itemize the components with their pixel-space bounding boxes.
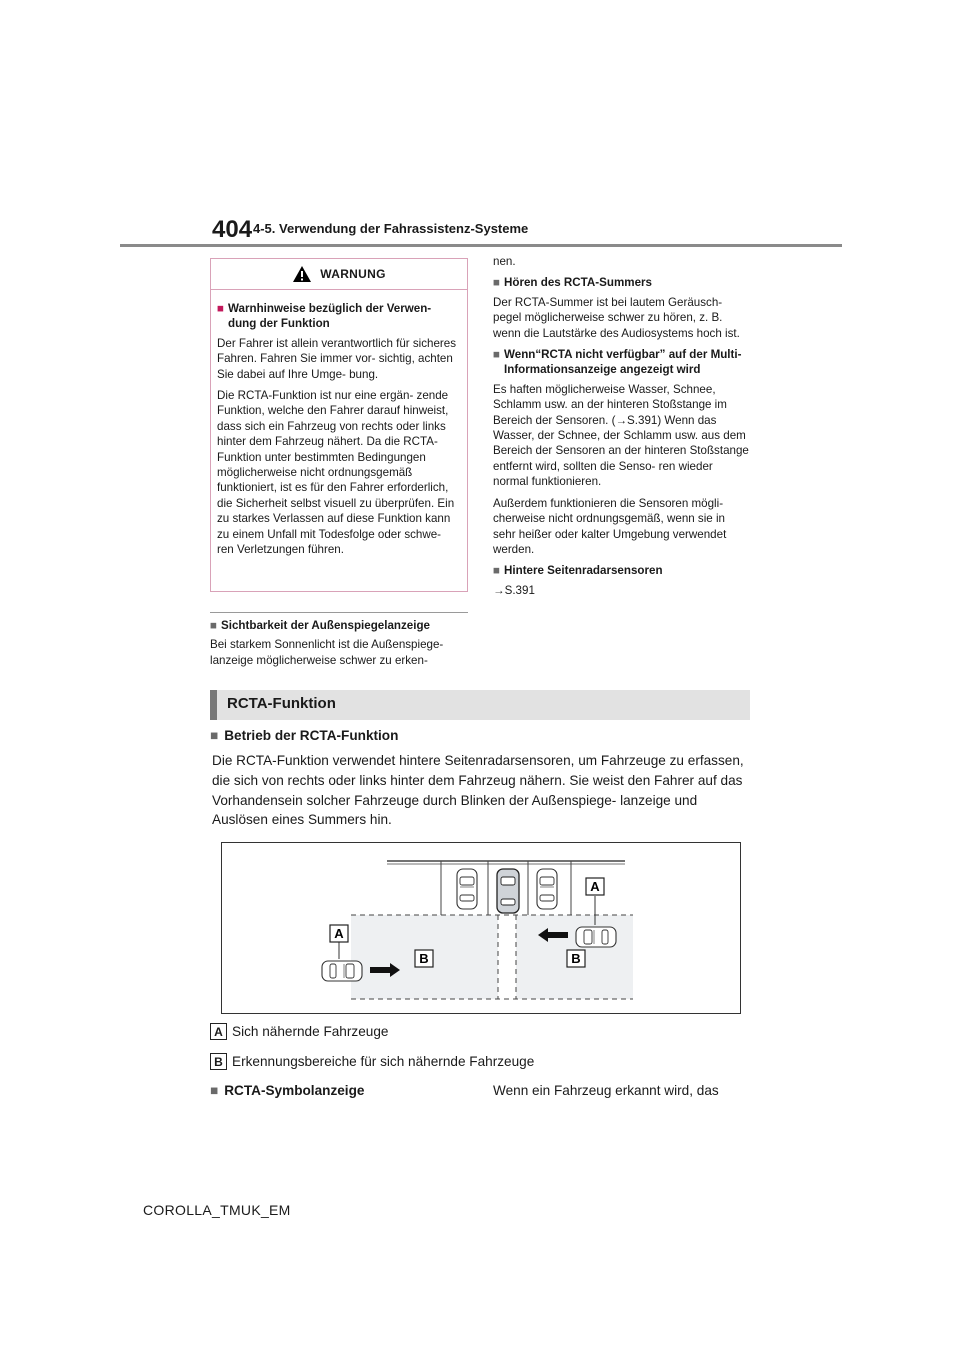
warning-label: WARNUNG bbox=[320, 267, 386, 281]
section-title: 4-5. Verwendung der Fahrassistenz-Systeme bbox=[253, 221, 529, 236]
approaching-car-right bbox=[576, 927, 616, 947]
square-bullet-icon: ■ bbox=[493, 348, 501, 362]
approaching-car-left bbox=[322, 961, 362, 981]
warning-body bbox=[211, 290, 467, 558]
legend-text-a: Sich nähernde Fahrzeuge bbox=[232, 1024, 389, 1039]
label-a-left bbox=[330, 925, 348, 942]
rcta-diagram bbox=[221, 842, 741, 1014]
symbol-display-heading: ■ RCTA-Symbolanzeige bbox=[210, 1083, 365, 1098]
sensor-temperature-text: Außerdem funktionieren die Sensoren mögli- cherweise nicht ordnungsgemäß, wenn sie in sehr heißer oder kalter Umgebung verwendet werden. bbox=[493, 496, 727, 556]
header-rule bbox=[120, 244, 842, 247]
warning-para-2: Die RCTA-Funktion ist nur eine ergän- zende Funktion, welche den Fahrer darauf hinweist, dass sich ein Fahrzeug von rechts oder links hinter dem Fahrzeug nähert. Da die RCTA-Funktion unter bestimmten Bedingungen möglicherweise nicht ordnungsgemäß funktioniert, ist es für den Fahrer erforderlich, die Sicherheit selbst visuell zu überprüfen. Ein zu starkes Verlassen auf diese Funktion kann zu einem Unfall mit Todesfolge oder schwe- ren Verletzungen führen. bbox=[217, 389, 455, 557]
buzzer-heading: ■ Hören des RCTA-Summers bbox=[493, 276, 652, 290]
symbol-display-text: Wenn ein Fahrzeug erkannt wird, das bbox=[493, 1083, 719, 1098]
legend-a bbox=[210, 1023, 388, 1040]
operation-heading: ■ Betrieb der RCTA-Funktion bbox=[210, 728, 399, 743]
legend-text-b: Erkennungsbereiche für sich nähernde Fahrzeuge bbox=[232, 1054, 535, 1069]
square-bullet-icon: ■ bbox=[210, 728, 219, 743]
label-a-right bbox=[586, 878, 604, 895]
svg-text:A: A bbox=[334, 926, 344, 941]
mirror-visibility-text: Bei starkem Sonnenlicht ist die Außenspiege- lanzeige möglicherweise schwer zu erken- bbox=[210, 638, 444, 667]
page-number: 404 bbox=[212, 216, 253, 243]
mirror-visibility-note bbox=[210, 618, 468, 674]
svg-text:B: B bbox=[419, 951, 429, 966]
not-available-text: Es haften möglicherweise Wasser, Schnee, Schlamm usw. an der hinteren Stoßstange im Bereich der Sensoren. (→S.391) Wenn das Wasser, der Schnee, der Schlamm usw. aus dem Bereich der Sensoren an der hinteren Stoßstange entfernt wird, sollten die Senso- ren wieder normal funktionieren. bbox=[493, 382, 749, 489]
square-bullet-icon: ■ bbox=[210, 1083, 219, 1098]
legend-b bbox=[210, 1053, 534, 1070]
warning-header bbox=[211, 259, 467, 290]
legend-key-b: B bbox=[210, 1053, 227, 1070]
sub-section-rule bbox=[210, 612, 468, 613]
parked-car bbox=[537, 869, 557, 909]
warning-heading-text: Warnhinweise bezüglich der Verwen- dung der Funktion bbox=[228, 302, 432, 331]
label-b-left bbox=[415, 950, 433, 967]
mirror-visibility-heading: ■ Sichtbarkeit der Außenspiegelanzeige bbox=[210, 619, 430, 632]
svg-text:A: A bbox=[590, 879, 600, 894]
document-code: COROLLA_TMUK_EM bbox=[143, 1202, 291, 1218]
square-bullet-icon: ■ bbox=[493, 564, 501, 578]
warning-box bbox=[210, 258, 468, 592]
rcta-diagram-svg bbox=[222, 843, 740, 1013]
radar-sensor-heading: ■ Hintere Seitenradarsensoren bbox=[493, 564, 663, 578]
own-vehicle bbox=[497, 869, 519, 913]
buzzer-text: Der RCTA-Summer ist bei lautem Geräusch- pegel möglicherweise schwer zu hören, z. B. wenn die Lautstärke des Audiosystems hoch ist. bbox=[493, 295, 740, 340]
right-column bbox=[493, 254, 749, 604]
operation-paragraph: Die RCTA-Funktion verwendet hintere Seitenradarsensoren, um Fahrzeuge zu erfassen, die sich von rechts oder links hinter dem Fahrzeug nähern. Sie weist den Fahrer auf das Vorhandensein solcher Fahrzeuge durch Blinken der Außenspiege- lanzeige und Auslösen eines Summers hin. bbox=[212, 753, 744, 828]
warning-heading bbox=[217, 301, 461, 332]
section-bar bbox=[210, 690, 750, 720]
not-available-heading: ■ Wenn“RCTA nicht verfügbar” auf der Multi-Informationsanzeige angezeigt wird bbox=[493, 348, 742, 377]
svg-text:B: B bbox=[571, 951, 581, 966]
continuation-text: nen. bbox=[493, 255, 516, 268]
section-bar-accent bbox=[210, 690, 217, 720]
section-bar-title: RCTA-Funktion bbox=[227, 695, 336, 712]
square-bullet-icon: ■ bbox=[493, 276, 501, 290]
warning-para-1: Der Fahrer ist allein verantwortlich für sicheres Fahren. Fahren Sie immer vor- sichtig, achten Sie dabei auf Ihre Umge- bung. bbox=[217, 336, 457, 381]
parked-car bbox=[457, 869, 477, 909]
square-bullet-icon: ■ bbox=[210, 619, 218, 632]
legend-key-a: A bbox=[210, 1023, 227, 1040]
square-bullet-icon: ■ bbox=[217, 302, 225, 315]
radar-sensor-ref: →S.391 bbox=[493, 583, 535, 597]
label-b-right bbox=[567, 950, 585, 967]
warning-triangle-icon bbox=[292, 265, 312, 283]
